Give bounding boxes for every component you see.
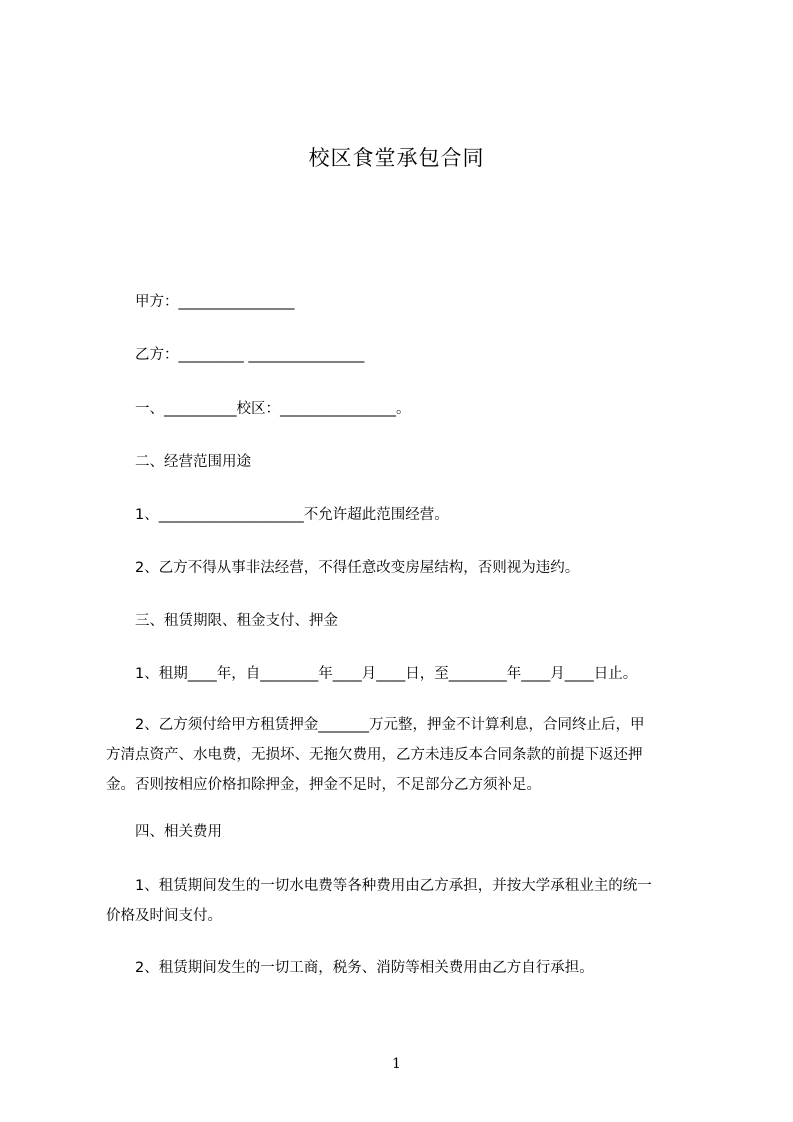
business-scope-item-1: 1、____________________不允许超此范围经营。 — [135, 507, 449, 523]
deposit-paragraph-line-1: 2、乙方须付给甲方租赁押金_______万元整，押金不计算利息，合同终止后，甲 — [135, 717, 645, 733]
lease-term-item-1: 1、租期____年，自________年____月____日，至________年____月____日止。 — [135, 666, 638, 682]
utility-fees-line-2: 价格及时间支付。 — [106, 908, 222, 924]
party-a-line: 甲方：________________ — [135, 294, 295, 310]
taxes-fees-item: 2、租赁期间发生的一切工商，税务、消防等相关费用由乙方自行承担。 — [135, 960, 594, 976]
party-b-line: 乙方：_________ ________________ — [135, 347, 365, 363]
section-heading-business-scope: 二、经营范围用途 — [135, 454, 251, 470]
section-heading-related-fees: 四、相关费用 — [135, 824, 222, 840]
utility-fees-line-1: 1、租赁期间发生的一切水电费等各种费用由乙方承担，并按大学承租业主的统一 — [135, 878, 652, 894]
deposit-paragraph — [106, 710, 644, 800]
clause-campus-line: 一、__________校区：________________。 — [135, 401, 411, 417]
page-title: 校区食堂承包合同 — [308, 146, 485, 170]
utility-fees-paragraph — [106, 871, 652, 931]
deposit-paragraph-line-3: 金。否则按相应价格扣除押金，押金不足时，不足部分乙方须补足。 — [106, 777, 541, 793]
business-scope-item-2: 2、乙方不得从事非法经营，不得任意改变房屋结构，否则视为违约。 — [135, 560, 580, 576]
page-number: 1 — [392, 1056, 401, 1072]
deposit-paragraph-line-2: 方清点资产、水电费，无损坏、无拖欠费用，乙方未违反本合同条款的前提下返还押 — [106, 747, 643, 763]
section-heading-lease-term: 三、租赁期限、租金支付、押金 — [135, 613, 338, 629]
